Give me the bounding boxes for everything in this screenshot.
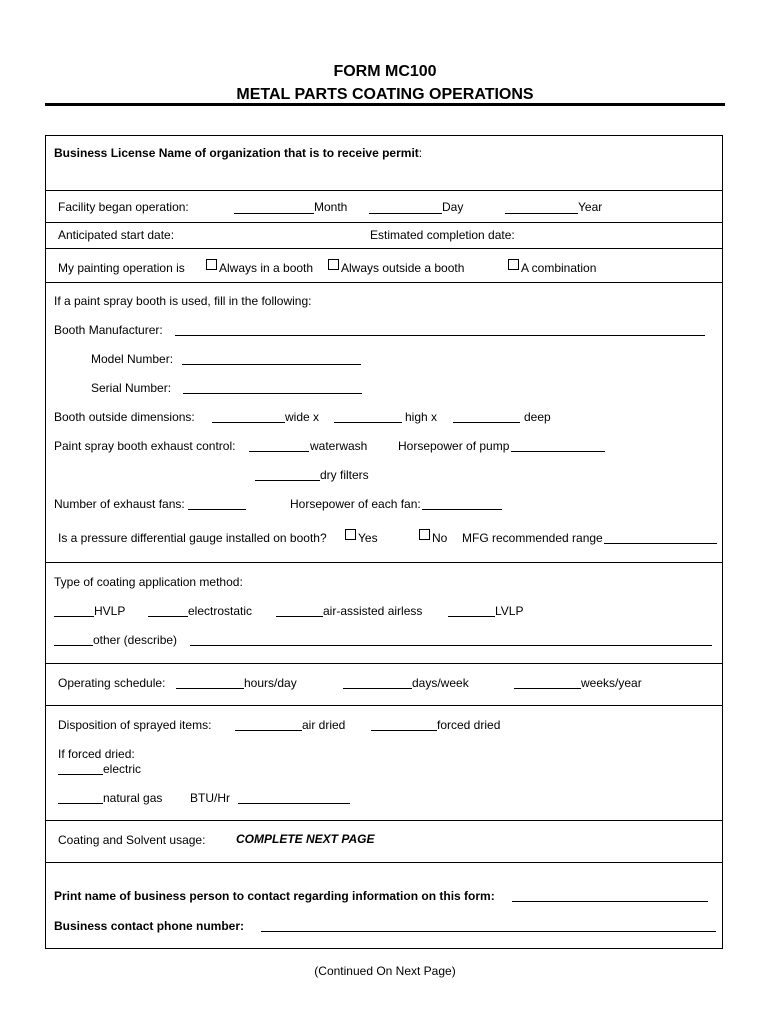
electric-field[interactable] xyxy=(58,774,103,775)
model-number-field[interactable] xyxy=(182,364,361,365)
divider xyxy=(45,282,723,283)
deep-label: deep xyxy=(524,410,551,424)
divider xyxy=(45,248,723,249)
lvlp-field[interactable] xyxy=(448,616,495,617)
btu-field[interactable] xyxy=(238,803,350,804)
divider xyxy=(45,562,723,563)
booth-option-label: Always in a booth xyxy=(219,261,314,275)
days-label: days/week xyxy=(412,676,469,690)
facility-began-label: Facility began operation: xyxy=(58,200,189,214)
electrostatic-field[interactable] xyxy=(148,616,188,617)
height-field[interactable] xyxy=(334,422,402,423)
combination-option-label: A combination xyxy=(521,261,597,275)
divider xyxy=(45,705,723,706)
other-describe-field[interactable] xyxy=(190,645,712,646)
contact-phone-label: Business contact phone number: xyxy=(54,919,245,933)
title-rule xyxy=(45,103,725,106)
month-field[interactable] xyxy=(234,213,314,214)
gauge-yes-checkbox[interactable] xyxy=(345,529,356,540)
contact-name-label: Print name of business person to contact regarding information on this form: xyxy=(54,889,495,903)
serial-number-label: Serial Number: xyxy=(91,381,172,395)
waterwash-label: waterwash xyxy=(310,439,368,453)
usage-label: Coating and Solvent usage: xyxy=(58,833,206,847)
disposition-label: Disposition of sprayed items: xyxy=(58,718,212,732)
airless-field[interactable] xyxy=(276,616,323,617)
dry-filters-field[interactable] xyxy=(255,480,320,481)
dimensions-label: Booth outside dimensions: xyxy=(54,410,195,424)
forced-dried-label: forced dried xyxy=(437,718,501,732)
outside-option-label: Always outside a booth xyxy=(341,261,465,275)
airless-label: air-assisted airless xyxy=(323,604,423,618)
weeks-label: weeks/year xyxy=(581,676,642,690)
coating-method-label: Type of coating application method: xyxy=(54,575,243,589)
high-label: high x xyxy=(405,410,438,424)
divider xyxy=(45,222,723,223)
electric-label: electric xyxy=(103,762,142,776)
hp-fan-label: Horsepower of each fan: xyxy=(290,497,421,511)
gauge-question: Is a pressure differential gauge installed on booth? xyxy=(58,531,327,545)
hours-label: hours/day xyxy=(244,676,297,690)
manufacturer-label: Booth Manufacturer: xyxy=(54,323,163,337)
lvlp-label: LVLP xyxy=(495,604,524,618)
contact-name-field[interactable] xyxy=(512,901,708,902)
exhaust-fans-field[interactable] xyxy=(188,509,246,510)
gauge-no-checkbox[interactable] xyxy=(419,529,430,540)
painting-operation-label: My painting operation is xyxy=(58,261,185,275)
serial-number-field[interactable] xyxy=(183,393,362,394)
natural-gas-field[interactable] xyxy=(58,803,103,804)
complete-next-page-note: COMPLETE NEXT PAGE xyxy=(236,832,375,846)
booth-intro: If a paint spray booth is used, fill in the following: xyxy=(54,294,312,308)
hp-pump-field[interactable] xyxy=(511,451,605,452)
other-method-field[interactable] xyxy=(54,645,93,646)
width-field[interactable] xyxy=(212,422,285,423)
waterwash-field[interactable] xyxy=(249,451,309,452)
hvlp-field[interactable] xyxy=(54,616,94,617)
outside-checkbox[interactable] xyxy=(328,259,339,270)
depth-field[interactable] xyxy=(453,422,520,423)
divider xyxy=(45,820,723,821)
dry-filters-label: dry filters xyxy=(320,468,369,482)
month-label: Month xyxy=(314,200,348,214)
forced-dried-field[interactable] xyxy=(371,730,437,731)
hvlp-label: HVLP xyxy=(94,604,126,618)
exhaust-fans-label: Number of exhaust fans: xyxy=(54,497,185,511)
contact-phone-field[interactable] xyxy=(261,931,716,932)
weeks-field[interactable] xyxy=(514,688,581,689)
if-forced-label: If forced dried: xyxy=(58,747,135,761)
year-label: Year xyxy=(578,200,603,214)
days-field[interactable] xyxy=(343,688,412,689)
license-label: Business License Name of organization that is to receive permit: xyxy=(54,146,423,160)
year-field[interactable] xyxy=(505,213,578,214)
booth-checkbox[interactable] xyxy=(206,259,217,270)
hp-pump-label: Horsepower of pump xyxy=(398,439,510,453)
mfg-range-label: MFG recommended range xyxy=(462,531,603,545)
air-dried-field[interactable] xyxy=(235,730,302,731)
manufacturer-field[interactable] xyxy=(175,335,705,336)
divider xyxy=(45,862,723,863)
combination-checkbox[interactable] xyxy=(508,259,519,270)
form-title: FORM MC100 xyxy=(333,63,437,80)
day-label: Day xyxy=(442,200,464,214)
exhaust-control-label: Paint spray booth exhaust control: xyxy=(54,439,236,453)
mfg-range-field[interactable] xyxy=(604,543,717,544)
schedule-label: Operating schedule: xyxy=(58,676,166,690)
btu-label: BTU/Hr xyxy=(190,791,230,805)
air-dried-label: air dried xyxy=(302,718,346,732)
model-number-label: Model Number: xyxy=(91,352,174,366)
start-date-label: Anticipated start date: xyxy=(58,228,175,242)
hours-field[interactable] xyxy=(176,688,244,689)
wide-label: wide x xyxy=(285,410,320,424)
divider xyxy=(45,190,723,191)
completion-date-label: Estimated completion date: xyxy=(370,228,515,242)
electrostatic-label: electrostatic xyxy=(188,604,253,618)
natural-gas-label: natural gas xyxy=(103,791,163,805)
other-method-label: other (describe) xyxy=(93,633,178,647)
day-field[interactable] xyxy=(369,213,442,214)
divider xyxy=(45,663,723,664)
hp-fan-field[interactable] xyxy=(422,509,502,510)
gauge-yes-label: Yes xyxy=(358,531,378,545)
gauge-no-label: No xyxy=(432,531,448,545)
form-subtitle: METAL PARTS COATING OPERATIONS xyxy=(236,86,534,103)
continued-note: (Continued On Next Page) xyxy=(314,964,456,978)
